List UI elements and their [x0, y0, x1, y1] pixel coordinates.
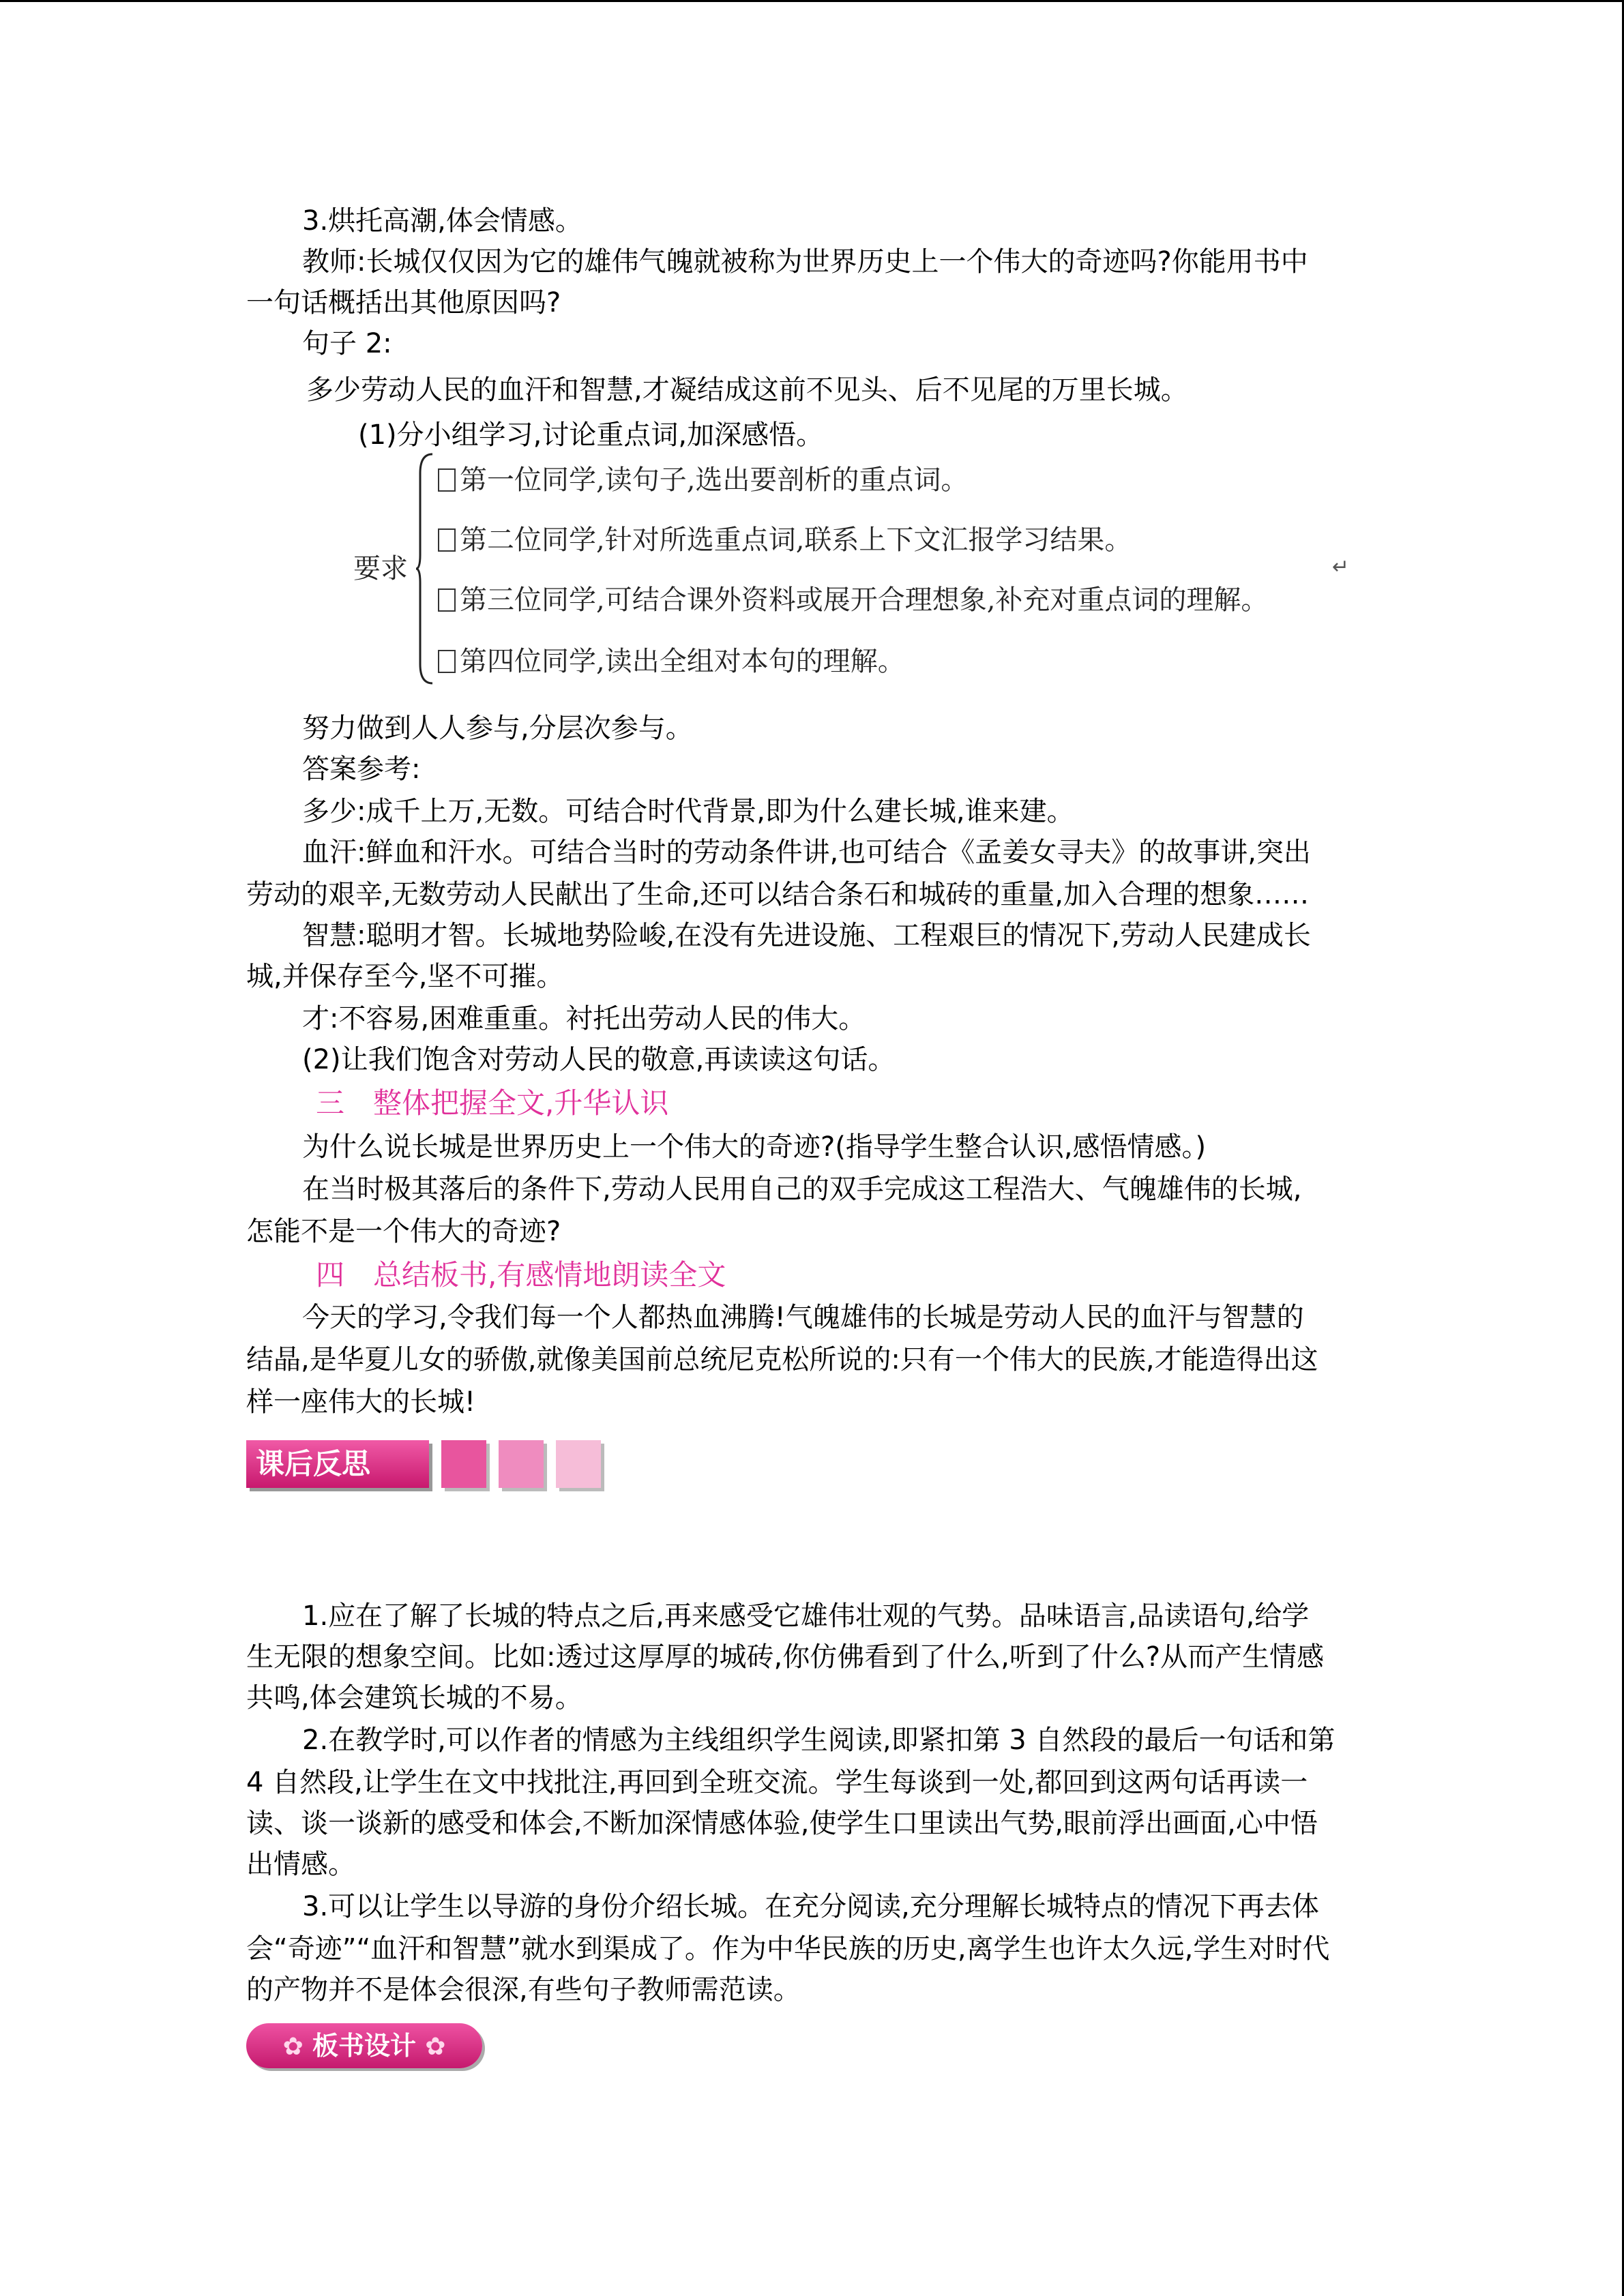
paragraph-line: 2.在教学时,可以作者的情感为主线组织学生阅读,即紧扣第 3 自然段的最后一句话和第 [302, 1725, 1335, 1756]
paragraph-line: 出情感。 [246, 1849, 355, 1880]
requirement-item: 第二位同学,针对所选重点词,联系上下文汇报学习结果。 [438, 521, 1132, 559]
checkbox-icon [438, 650, 456, 673]
paragraph-line: 今天的学习,令我们每一个人都热血沸腾!气魄雄伟的长城是劳动人民的血汗与智慧的 [302, 1302, 1304, 1333]
paragraph-line: 智慧:聪明才智。长城地势险峻,在没有先进设施、工程艰巨的情况下,劳动人民建成长 [302, 920, 1311, 951]
checkbox-icon [438, 528, 456, 552]
paragraph-line: (1)分小组学习,讨论重点词,加深感悟。 [358, 419, 824, 451]
paragraph-line: 共鸣,体会建筑长城的不易。 [246, 1682, 582, 1714]
paragraph-line: 才:不容易,困难重重。衬托出劳动人民的伟大。 [302, 1003, 866, 1034]
paragraph-line: 在当时极其落后的条件下,劳动人民用自己的双手完成这工程浩大、气魄雄伟的长城, [302, 1174, 1302, 1205]
paragraph-line: 怎能不是一个伟大的奇迹? [246, 1216, 561, 1247]
checkbox-icon [438, 468, 456, 492]
star-icon: ✿ [425, 2033, 446, 2061]
paragraph-line: 样一座伟大的长城! [246, 1386, 476, 1418]
star-icon: ✿ [282, 2033, 304, 2061]
decor-square [441, 1440, 486, 1488]
decor-square [499, 1440, 544, 1488]
requirements-label: 要求 [353, 553, 408, 584]
section-heading: 四 总结板书,有感情地朗读全文 [316, 1258, 726, 1292]
paragraph-line: 答案参考: [302, 754, 421, 785]
board-design-label: 板书设计 [312, 2031, 416, 2061]
paragraph-line: 劳动的艰辛,无数劳动人民献出了生命,还可以结合条石和城砖的重量,加入合理的想象…… [246, 879, 1310, 910]
paragraph-line: 教师:长城仅仅因为它的雄伟气魄就被称为世界历史上一个伟大的奇迹吗?你能用书中 [302, 246, 1308, 278]
brace-icon [416, 453, 434, 685]
paragraph-line: 城,并保存至今,坚不可摧。 [246, 961, 564, 992]
paragraph-line: 多少:成千上万,无数。可结合时代背景,即为什么建长城,谁来建。 [302, 796, 1074, 827]
paragraph-line: 读、谈一谈新的感受和体会,不断加深情感体验,使学生口里读出气势,眼前浮出画面,心中悟 [246, 1808, 1318, 1839]
reflection-banner: 课后反思 [246, 1440, 429, 1488]
quoted-sentence: 多少劳动人民的血汗和智慧,才凝结成这前不见头、后不见尾的万里长城。 [306, 374, 1188, 406]
sentence-label: 句子 2: [302, 328, 392, 359]
section-heading: 三 整体把握全文,升华认识 [316, 1086, 669, 1120]
paragraph-line: 结晶,是华夏儿女的骄傲,就像美国前总统尼克松所说的:只有一个伟大的民族,才能造得出这 [246, 1344, 1318, 1375]
requirement-item: 第四位同学,读出全组对本句的理解。 [438, 642, 905, 681]
return-mark-icon: ↵ [1332, 555, 1350, 579]
paragraph-line: 努力做到人人参与,分层次参与。 [302, 713, 693, 744]
paragraph-line: (2)让我们饱含对劳动人民的敬意,再读读这句话。 [302, 1044, 896, 1075]
paragraph-line: 3.可以让学生以导游的身份介绍长城。在充分阅读,充分理解长城特点的情况下再去体 [302, 1891, 1319, 1922]
paragraph-line: 为什么说长城是世界历史上一个伟大的奇迹?(指导学生整合认识,感悟情感。) [302, 1131, 1207, 1163]
step-heading: 3.烘托高潮,体会情感。 [302, 205, 582, 237]
checkbox-icon [438, 588, 456, 612]
paragraph-line: 生无限的想象空间。比如:透过这厚厚的城砖,你仿佛看到了什么,听到了什么?从而产生情感 [246, 1641, 1325, 1673]
paragraph-line: 血汗:鲜血和汗水。可结合当时的劳动条件讲,也可结合《孟姜女寻夫》的故事讲,突出 [302, 837, 1311, 868]
board-design-banner [246, 2023, 482, 2068]
paragraph-line: 1.应在了解了长城的特点之后,再来感受它雄伟壮观的气势。品味语言,品读语句,给学 [302, 1600, 1310, 1632]
paragraph-line: 会“奇迹”“血汗和智慧”就水到渠成了。作为中华民族的历史,离学生也许太久远,学生对时代 [246, 1933, 1330, 1965]
paragraph-line: 一句话概括出其他原因吗? [246, 287, 561, 318]
decor-square [556, 1440, 601, 1488]
requirement-item: 第三位同学,可结合课外资料或展开合理想象,补充对重点词的理解。 [438, 581, 1268, 619]
paragraph-line: 的产物并不是体会很深,有些句子教师需范读。 [246, 1974, 801, 2006]
requirement-item: 第一位同学,读句子,选出要剖析的重点词。 [438, 461, 968, 499]
paragraph-line: 4 自然段,让学生在文中找批注,再回到全班交流。学生每谈到一处,都回到这两句话再读一 [246, 1767, 1308, 1798]
